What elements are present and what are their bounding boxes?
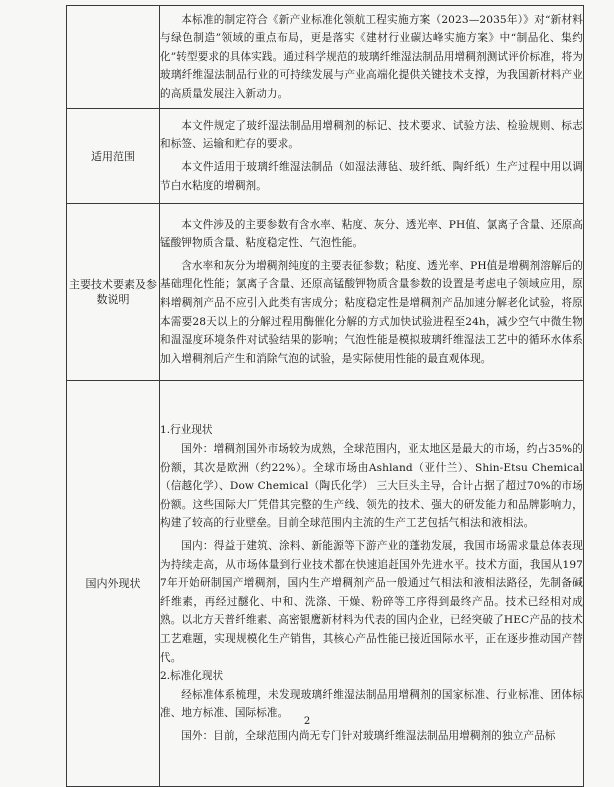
section-heading: 2.标准化现状 (160, 670, 224, 683)
row-content-technical-parameters (160, 204, 584, 381)
page-number: 2 (303, 716, 311, 727)
paragraph: 含水率和灰分为增稠剂纯度的主要表征参数；粘度、透光率、PH值是增稠剂溶解后的基础理化性能；氯离子含量、还原高锰酸钾物质含量参数的设置是考虑电子领域应用，原料增稠剂产品不应引入此类有害成分；粘度稳定性是增稠剂产品加速分解老化试验，将原本需要28天以上的分解过程用酶催化分解的方式加快试验进程至24h，减少空气中微生物和温湿度环境条件对试验结果的影响；气泡性能是模拟玻璃纤维湿法工艺中的循环水体系加入增稠剂后产生和消除气泡的试验，是实际使用性能的最直观体现。 (160, 259, 583, 365)
paragraph: 本文件涉及的主要参数有含水率、粘度、灰分、透光率、PH值、氯离子含量、还原高锰酸钾物质含量、粘度稳定性、气泡性能。 (160, 218, 583, 250)
paragraph: 本标准的制定符合《新产业标准化领航工程实施方案（2023—2035年）》对“新材料与绿色制造”领域的重点布局，更是落实《建材行业碳达峰实施方案》中“制品化、集约化”转型要求的具体实践。通过科学规范的玻璃纤维湿法制品用增稠剂测试评价标准，将为玻璃纤维湿法制品行业的可持续发展与产业高端化提供关键技术支撑，为我国新材料产业的高质量发展注入新动力。 (160, 13, 583, 100)
section-heading: 1.行业现状 (160, 424, 213, 437)
paragraph: 本文件适用于玻璃纤维湿法制品（如湿法薄毡、玻纤纸、陶纤纸）生产过程中用以调节白水粘度的增稠剂。 (160, 161, 583, 192)
paragraph: 经标准体系梳理，未发现玻璃纤维湿法制品用增稠剂的国家标准、行业标准、团体标准、地方标准、国际标准。 (160, 688, 583, 720)
paragraph: 国外：增稠剂国外市场较为成熟，全球范围内，亚太地区是最大的市场，约占35%的份额，其次是欧洲（约22%）。全球市场由Ashland（亚什兰）、Shin-Etsu Chemical（信越化学）、Dow Chemical（陶氏化学） 三大巨头主导，合计占据了超过70%的市场份额。这些国际大厂凭借其完整的生产线、领先的技术、强大的研发能力和品牌影响力，构建了较高的行业壁垒。目前全球范围内主流的生产工艺包括气相法和液相法。 (160, 443, 583, 530)
row-label-technical-parameters: 主要技术要素及参数说明 (67, 204, 160, 381)
paragraph: 本文件规定了玻纤湿法制品用增稠剂的标记、技术要求、试验方法、检验规则、标志和标签、运输和贮存的要求。 (160, 119, 583, 151)
row-label-empty (67, 6, 160, 109)
row-label-status: 国内外现状 (67, 381, 160, 787)
paragraph: 国内：得益于建筑、涂料、新能源等下游产业的蓬勃发展，我国市场需求量总体表现为持续走高，从市场体量到行业技术都在快速追赶国外先进水平。技术方面，我国从1977年开始研制国产增稠剂，国内生产增稠剂产品一般通过气相法和液相法路径，先制备碱纤维素，再经过醚化、中和、洗涤、干燥、粉碎等工序得到最终产品。技术已经相对成熟。以北方天普纤维素、高密银鹰新材料为代表的国内企业，已经突破了HEC产品的技术工艺难题，实现规模化生产销售，其核心产品性能已接近国际水平，正在逐步推动国产替代。 (160, 540, 583, 664)
table-row-scope (67, 109, 584, 204)
paragraph: 国外：目前，全球范围内尚无专门针对玻璃纤维湿法制品用增稠剂的独立产品标 (181, 729, 556, 742)
table-row-significance (67, 6, 584, 109)
row-content-significance (160, 6, 584, 109)
row-content-scope (160, 109, 584, 204)
row-label-scope: 适用范围 (67, 109, 160, 204)
standard-explanation-table (66, 5, 584, 787)
table-row-technical-parameters (67, 204, 584, 381)
